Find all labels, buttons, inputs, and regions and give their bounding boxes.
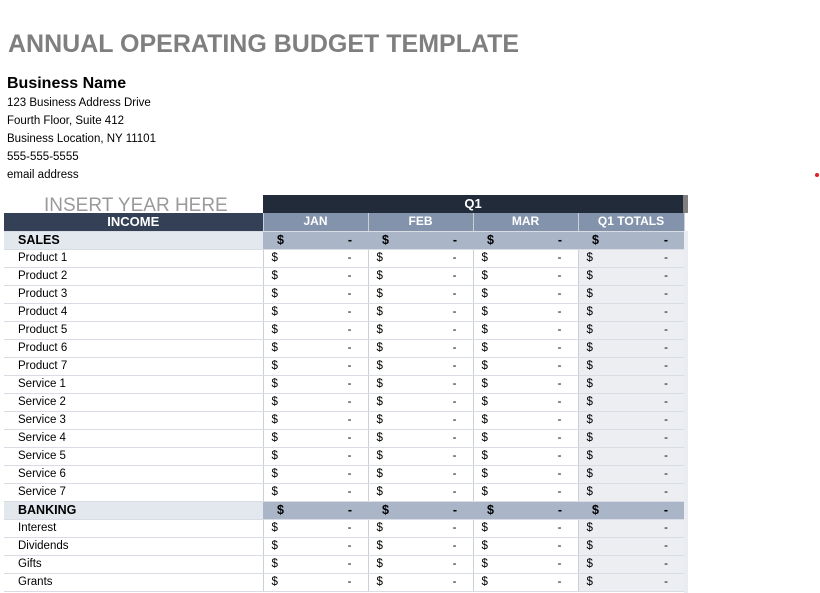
section-total-value-cell[interactable]: [578, 231, 684, 249]
scroll-edge: [684, 231, 688, 593]
cell-value: -: [664, 521, 668, 534]
currency-symbol: $: [586, 521, 593, 534]
currency-symbol: $: [271, 377, 278, 390]
mar-value-cell[interactable]: [473, 429, 578, 447]
table-row: [4, 573, 684, 591]
total-value-cell[interactable]: [578, 465, 684, 483]
cell-value: -: [347, 232, 352, 247]
cell-value: -: [452, 431, 457, 444]
currency-symbol: $: [271, 431, 278, 444]
currency-symbol: $: [586, 449, 593, 462]
currency-symbol: $: [487, 502, 494, 517]
comment-indicator: [815, 173, 819, 177]
cell-value: -: [347, 431, 352, 444]
section-total-value-cell[interactable]: [578, 501, 684, 519]
currency-symbol: $: [271, 341, 278, 354]
table-row: [4, 285, 684, 303]
currency-symbol: $: [376, 449, 383, 462]
jan-value-cell[interactable]: [263, 483, 368, 501]
table-row: [4, 519, 684, 537]
section-row: [4, 501, 684, 519]
currency-symbol: $: [586, 305, 593, 318]
currency-symbol: $: [586, 359, 593, 372]
jan-value-cell[interactable]: [263, 303, 368, 321]
currency-symbol: $: [271, 557, 278, 570]
cell-value: -: [347, 323, 352, 336]
cell-value: -: [347, 502, 352, 517]
mar-value-cell[interactable]: [473, 555, 578, 573]
currency-symbol: $: [481, 287, 488, 300]
cell-value: -: [452, 575, 457, 588]
cell-value: -: [347, 287, 352, 300]
cell-value: -: [557, 359, 562, 372]
currency-symbol: $: [382, 232, 389, 247]
business-info: [7, 74, 156, 184]
table-row: [4, 267, 684, 285]
mar-value-cell[interactable]: [473, 465, 578, 483]
currency-symbol: $: [376, 305, 383, 318]
feb-value-cell[interactable]: [368, 573, 473, 591]
cell-value: -: [664, 467, 668, 480]
total-value-cell[interactable]: [578, 519, 684, 537]
cell-value: -: [557, 539, 562, 552]
cell-value: -: [664, 575, 668, 588]
section-label[interactable]: BANKING: [4, 501, 263, 519]
cell-value: -: [557, 485, 562, 498]
currency-symbol: $: [481, 269, 488, 282]
currency-symbol: $: [271, 359, 278, 372]
cell-value: -: [663, 502, 668, 517]
cell-value: -: [452, 232, 457, 247]
jan-value-cell[interactable]: [263, 573, 368, 591]
table-row: [4, 555, 684, 573]
section-row: [4, 231, 684, 249]
total-value-cell[interactable]: [578, 339, 684, 357]
cell-value: -: [664, 395, 668, 408]
currency-symbol: $: [586, 377, 593, 390]
feb-value-cell[interactable]: [368, 339, 473, 357]
row-label[interactable]: Product 6: [4, 339, 263, 357]
table-row: [4, 465, 684, 483]
cell-value: -: [452, 269, 457, 282]
jan-value-cell[interactable]: [263, 321, 368, 339]
total-value-cell[interactable]: [578, 357, 684, 375]
currency-symbol: $: [586, 431, 593, 444]
total-value-cell[interactable]: [578, 375, 684, 393]
table-row: [4, 483, 684, 501]
cell-value: -: [557, 269, 562, 282]
mar-value-cell[interactable]: [473, 393, 578, 411]
cell-value: -: [557, 449, 562, 462]
feb-value-cell[interactable]: [368, 429, 473, 447]
currency-symbol: $: [481, 251, 488, 264]
cell-value: -: [557, 341, 562, 354]
cell-value: -: [664, 413, 668, 426]
mar-value-cell[interactable]: [473, 447, 578, 465]
jan-value-cell[interactable]: [263, 339, 368, 357]
currency-symbol: $: [271, 395, 278, 408]
cell-value: -: [557, 395, 562, 408]
cell-value: -: [347, 449, 352, 462]
cell-value: -: [557, 377, 562, 390]
jan-value-cell[interactable]: [263, 411, 368, 429]
feb-value-cell[interactable]: [368, 357, 473, 375]
cell-value: -: [557, 413, 562, 426]
mar-value-cell[interactable]: [473, 321, 578, 339]
currency-symbol: $: [376, 413, 383, 426]
feb-value-cell[interactable]: [368, 483, 473, 501]
section-label[interactable]: SALES: [4, 231, 263, 249]
cell-value: -: [452, 539, 457, 552]
currency-symbol: $: [487, 232, 494, 247]
jan-value-cell[interactable]: [263, 537, 368, 555]
currency-symbol: $: [376, 359, 383, 372]
mar-column-header: MAR: [473, 213, 578, 231]
table-row: [4, 249, 684, 267]
row-label[interactable]: Service 6: [4, 465, 263, 483]
currency-symbol: $: [376, 269, 383, 282]
cell-value: -: [452, 287, 457, 300]
business-email[interactable]: email address: [7, 169, 79, 181]
currency-symbol: $: [481, 449, 488, 462]
cell-value: -: [452, 521, 457, 534]
cell-value: -: [452, 341, 457, 354]
row-label[interactable]: Dividends: [4, 537, 263, 555]
currency-symbol: $: [376, 341, 383, 354]
business-location[interactable]: Business Location, NY 11101: [7, 133, 156, 145]
mar-value-cell[interactable]: [473, 267, 578, 285]
cell-value: -: [452, 485, 457, 498]
currency-symbol: $: [586, 323, 593, 336]
currency-symbol: $: [481, 341, 488, 354]
mar-value-cell[interactable]: [473, 519, 578, 537]
q1-totals-column-header: Q1 TOTALS: [578, 213, 684, 231]
total-value-cell[interactable]: [578, 429, 684, 447]
row-label[interactable]: Product 2: [4, 267, 263, 285]
row-label[interactable]: Product 5: [4, 321, 263, 339]
currency-symbol: $: [376, 377, 383, 390]
cell-value: -: [664, 305, 668, 318]
cell-value: -: [347, 413, 352, 426]
section-feb-value-cell[interactable]: [368, 231, 473, 249]
mar-value-cell[interactable]: [473, 285, 578, 303]
feb-value-cell[interactable]: [368, 411, 473, 429]
currency-symbol: $: [376, 323, 383, 336]
currency-symbol: $: [271, 305, 278, 318]
feb-value-cell[interactable]: [368, 393, 473, 411]
cell-value: -: [664, 359, 668, 372]
cell-value: -: [664, 449, 668, 462]
cell-value: -: [452, 323, 457, 336]
jan-value-cell[interactable]: [263, 285, 368, 303]
cell-value: -: [557, 251, 562, 264]
currency-symbol: $: [376, 557, 383, 570]
currency-symbol: $: [481, 575, 488, 588]
feb-value-cell[interactable]: [368, 285, 473, 303]
cell-value: -: [663, 232, 668, 247]
cell-value: -: [557, 502, 562, 517]
business-name[interactable]: Business Name: [7, 75, 127, 92]
cell-value: -: [347, 467, 352, 480]
total-value-cell[interactable]: [578, 537, 684, 555]
cell-value: -: [664, 323, 668, 336]
currency-symbol: $: [586, 467, 593, 480]
cell-value: -: [664, 539, 668, 552]
jan-column-header: JAN: [263, 213, 368, 231]
row-label[interactable]: Service 3: [4, 411, 263, 429]
cell-value: -: [664, 485, 668, 498]
currency-symbol: $: [382, 502, 389, 517]
currency-symbol: $: [481, 557, 488, 570]
row-label[interactable]: Service 4: [4, 429, 263, 447]
currency-symbol: $: [586, 575, 593, 588]
jan-value-cell[interactable]: [263, 555, 368, 573]
currency-symbol: $: [586, 557, 593, 570]
cell-value: -: [452, 251, 457, 264]
cell-value: -: [557, 287, 562, 300]
row-label[interactable]: Service 2: [4, 393, 263, 411]
table-row: [4, 321, 684, 339]
currency-symbol: $: [376, 521, 383, 534]
jan-value-cell[interactable]: [263, 429, 368, 447]
cell-value: -: [557, 575, 562, 588]
currency-symbol: $: [481, 359, 488, 372]
table-row: [4, 537, 684, 555]
page-title: ANNUAL OPERATING BUDGET TEMPLATE: [8, 30, 520, 58]
currency-symbol: $: [376, 539, 383, 552]
cell-value: -: [557, 431, 562, 444]
currency-symbol: $: [271, 539, 278, 552]
feb-value-cell[interactable]: [368, 519, 473, 537]
currency-symbol: $: [376, 395, 383, 408]
cell-value: -: [664, 431, 668, 444]
row-label[interactable]: Service 7: [4, 483, 263, 501]
total-value-cell[interactable]: [578, 249, 684, 267]
currency-symbol: $: [271, 251, 278, 264]
feb-value-cell[interactable]: [368, 303, 473, 321]
cell-value: -: [557, 557, 562, 570]
row-label[interactable]: Product 7: [4, 357, 263, 375]
currency-symbol: $: [271, 521, 278, 534]
currency-symbol: $: [481, 413, 488, 426]
row-label[interactable]: Interest: [4, 519, 263, 537]
cell-value: -: [347, 269, 352, 282]
cell-value: -: [347, 251, 352, 264]
cell-value: -: [664, 557, 668, 570]
income-column-header: INCOME: [4, 213, 263, 231]
cell-value: -: [557, 323, 562, 336]
cell-value: -: [664, 287, 668, 300]
feb-value-cell[interactable]: [368, 249, 473, 267]
currency-symbol: $: [481, 395, 488, 408]
row-label[interactable]: Product 3: [4, 285, 263, 303]
cell-value: -: [347, 485, 352, 498]
cell-value: -: [452, 449, 457, 462]
currency-symbol: $: [481, 377, 488, 390]
currency-symbol: $: [271, 413, 278, 426]
jan-value-cell[interactable]: [263, 267, 368, 285]
business-address-line-1[interactable]: 123 Business Address Drive: [7, 97, 151, 109]
currency-symbol: $: [271, 575, 278, 588]
currency-symbol: $: [586, 539, 593, 552]
row-label[interactable]: Product 4: [4, 303, 263, 321]
total-value-cell[interactable]: [578, 573, 684, 591]
cell-value: -: [452, 359, 457, 372]
table-row: [4, 429, 684, 447]
currency-symbol: $: [271, 269, 278, 282]
cell-value: -: [347, 521, 352, 534]
currency-symbol: $: [376, 251, 383, 264]
table-row: [4, 375, 684, 393]
table-row: [4, 411, 684, 429]
mar-value-cell[interactable]: [473, 339, 578, 357]
total-value-cell[interactable]: [578, 447, 684, 465]
row-label[interactable]: Gifts: [4, 555, 263, 573]
business-phone[interactable]: 555-555-5555: [7, 151, 79, 163]
total-value-cell[interactable]: [578, 483, 684, 501]
currency-symbol: $: [376, 485, 383, 498]
section-jan-value-cell[interactable]: [263, 231, 368, 249]
currency-symbol: $: [271, 485, 278, 498]
total-value-cell[interactable]: [578, 303, 684, 321]
row-label[interactable]: Grants: [4, 573, 263, 591]
cell-value: -: [347, 341, 352, 354]
section-mar-value-cell[interactable]: [473, 501, 578, 519]
feb-value-cell[interactable]: [368, 465, 473, 483]
jan-value-cell[interactable]: [263, 249, 368, 267]
currency-symbol: $: [586, 413, 593, 426]
total-value-cell[interactable]: [578, 321, 684, 339]
total-value-cell[interactable]: [578, 267, 684, 285]
currency-symbol: $: [586, 269, 593, 282]
table-row: [4, 303, 684, 321]
currency-symbol: $: [586, 287, 593, 300]
currency-symbol: $: [481, 539, 488, 552]
currency-symbol: $: [586, 341, 593, 354]
currency-symbol: $: [592, 232, 599, 247]
mar-value-cell[interactable]: [473, 303, 578, 321]
section-feb-value-cell[interactable]: [368, 501, 473, 519]
currency-symbol: $: [481, 305, 488, 318]
currency-symbol: $: [277, 232, 284, 247]
mar-value-cell[interactable]: [473, 411, 578, 429]
feb-value-cell[interactable]: [368, 555, 473, 573]
table-row: [4, 357, 684, 375]
cell-value: -: [452, 377, 457, 390]
feb-column-header: FEB: [368, 213, 473, 231]
cell-value: -: [452, 467, 457, 480]
row-label[interactable]: Service 5: [4, 447, 263, 465]
total-value-cell[interactable]: [578, 411, 684, 429]
feb-value-cell[interactable]: [368, 375, 473, 393]
section-jan-value-cell[interactable]: [263, 501, 368, 519]
total-value-cell[interactable]: [578, 393, 684, 411]
currency-symbol: $: [277, 502, 284, 517]
cell-value: -: [557, 305, 562, 318]
feb-value-cell[interactable]: [368, 537, 473, 555]
cell-value: -: [452, 305, 457, 318]
feb-value-cell[interactable]: [368, 321, 473, 339]
row-label[interactable]: Product 1: [4, 249, 263, 267]
cell-value: -: [347, 395, 352, 408]
feb-value-cell[interactable]: [368, 267, 473, 285]
cell-value: -: [452, 557, 457, 570]
year-input-cell[interactable]: INSERT YEAR HERE: [44, 195, 228, 216]
jan-value-cell[interactable]: [263, 447, 368, 465]
section-mar-value-cell[interactable]: [473, 231, 578, 249]
mar-value-cell[interactable]: [473, 537, 578, 555]
currency-symbol: $: [271, 449, 278, 462]
currency-symbol: $: [586, 485, 593, 498]
currency-symbol: $: [586, 395, 593, 408]
cell-value: -: [347, 377, 352, 390]
cell-value: -: [452, 395, 457, 408]
currency-symbol: $: [481, 323, 488, 336]
cell-value: -: [347, 539, 352, 552]
currency-symbol: $: [271, 287, 278, 300]
jan-value-cell[interactable]: [263, 357, 368, 375]
currency-symbol: $: [481, 431, 488, 444]
currency-symbol: $: [586, 251, 593, 264]
currency-symbol: $: [271, 467, 278, 480]
cell-value: -: [347, 557, 352, 570]
currency-symbol: $: [481, 485, 488, 498]
cell-value: -: [347, 305, 352, 318]
mar-value-cell[interactable]: [473, 249, 578, 267]
cell-value: -: [557, 521, 562, 534]
cell-value: -: [452, 502, 457, 517]
jan-value-cell[interactable]: [263, 465, 368, 483]
currency-symbol: $: [376, 287, 383, 300]
currency-symbol: $: [592, 502, 599, 517]
currency-symbol: $: [481, 521, 488, 534]
table-row: [4, 447, 684, 465]
cell-value: -: [347, 575, 352, 588]
quarter-header: Q1: [263, 195, 683, 213]
cell-value: -: [664, 269, 668, 282]
business-address-line-2[interactable]: Fourth Floor, Suite 412: [7, 115, 124, 127]
cell-value: -: [664, 251, 668, 264]
cell-value: -: [664, 341, 668, 354]
total-value-cell[interactable]: [578, 555, 684, 573]
jan-value-cell[interactable]: [263, 519, 368, 537]
cell-value: -: [452, 413, 457, 426]
table-row: [4, 339, 684, 357]
cell-value: -: [664, 377, 668, 390]
feb-value-cell[interactable]: [368, 447, 473, 465]
mar-value-cell[interactable]: [473, 357, 578, 375]
jan-value-cell[interactable]: [263, 375, 368, 393]
row-label[interactable]: Service 1: [4, 375, 263, 393]
mar-value-cell[interactable]: [473, 573, 578, 591]
currency-symbol: $: [481, 467, 488, 480]
quarter-header-edge: [683, 195, 688, 213]
cell-value: -: [557, 467, 562, 480]
cell-value: -: [557, 232, 562, 247]
currency-symbol: $: [376, 431, 383, 444]
cell-value: -: [347, 359, 352, 372]
currency-symbol: $: [271, 323, 278, 336]
currency-symbol: $: [376, 575, 383, 588]
total-value-cell[interactable]: [578, 285, 684, 303]
jan-value-cell[interactable]: [263, 393, 368, 411]
currency-symbol: $: [376, 467, 383, 480]
mar-value-cell[interactable]: [473, 483, 578, 501]
table-row: [4, 393, 684, 411]
mar-value-cell[interactable]: [473, 375, 578, 393]
budget-table: [4, 213, 685, 592]
